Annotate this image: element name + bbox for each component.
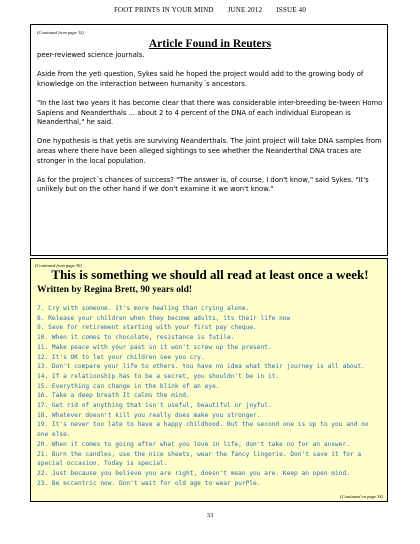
article-paragraph: "In the last two years it has become clear that there was considerable inter-breeding be-tween Homo Sapiens and Neanderthals ... about 2 to 4 percent of the DNA of each individual European is Neanderthal," he said. — [37, 98, 383, 127]
list-item: 13. Don't compare your life to others. You have no idea what their journey is all about. — [37, 363, 365, 371]
list-item: 15. Everything can change in the blink of an eye. — [37, 382, 220, 390]
article-paragraph: One hypothesis is that yetis are surviving Neanderthals. The joint project will take DNA samples from areas where there have been alleged sightings to see whether the Neanderthal DNA traces are stronger in the local population. — [37, 137, 382, 165]
regina-brett-article-box — [30, 258, 388, 502]
article-paragraph: peer-reviewed science journals. — [37, 51, 145, 59]
list-item: 7. Cry with someone. It's more healing than crying alone. — [37, 305, 250, 312]
list-item: 8. Release your children when they become adults, its their life now — [37, 314, 291, 322]
list-item: 12. It's OK to let your children see you cry. — [37, 353, 205, 361]
article-paragraph: As for the project´s chances of success? "The answer is, of course, I don't know," said Sykes. "It's unlikely but on the other hand if we don't examine it we won't know." — [37, 175, 369, 194]
page-number: 33 — [206, 512, 214, 519]
publication-name: FOOT PRINTS IN YOUR MIND — [113, 6, 214, 14]
continued-from-note: (Continued from page 30) — [35, 263, 82, 268]
list-item: 22. Just because you believe you are right, doesn't mean you are. Keep an open mind. — [37, 469, 350, 477]
article-paragraph: Aside from the yeti question, Sykes said he hoped the project would add to the growing body of knowledge on the interaction between humanity´s ancestors. — [37, 70, 364, 88]
list-item: 10. When it comes to chocolate, resistance is futile. — [37, 334, 235, 342]
issue-date: JUNE 2012 — [227, 6, 263, 14]
article-title: Article Found in Reuters — [148, 38, 272, 50]
article-body — [37, 51, 383, 205]
list-item: 16. Take a deep breath It calms the mind. — [37, 392, 190, 400]
list-item: 19. It's never too late to have a happy childhood. But the second one is up to you and no one else. — [37, 421, 369, 439]
list-item: 21. Burn the candles, use the nice sheets, wear the fancy lingerie. Don't save it for a special occasion. Today is special. — [37, 450, 362, 468]
issue-number: ISSUE 40 — [276, 6, 307, 14]
continued-from-note: (Continued from page 32) — [37, 30, 84, 35]
continued-on-note: (Continued on page 34) — [340, 494, 383, 499]
list-item: 23. Be eccentric now. Don't wait for old age to wear purPle. — [37, 479, 261, 487]
list-item: 17. Get rid of anything that isn't useful, beautiful or joyful. — [37, 402, 272, 410]
reuters-article-box — [30, 24, 388, 256]
list-item: 14. If a relationship has to be a secret, you shouldn't be in it. — [37, 372, 280, 380]
article-title: This is something we should all read at least once a week! — [51, 267, 369, 282]
lessons-list — [37, 304, 383, 488]
list-item: 9. Save for retirement starting with your first pay cheque. — [37, 324, 257, 332]
list-item: 11. Make peace with your past so it won't screw up the present. — [37, 343, 272, 351]
page-header — [0, 6, 420, 14]
list-item: 18. Whatever doesn't kill you really does make you stronger. — [37, 411, 261, 419]
article-byline: Written by Regina Brett, 90 years old! — [37, 285, 193, 295]
list-item: 20. When it comes to going after what you love in life, don't take no for an answer. — [37, 440, 350, 448]
